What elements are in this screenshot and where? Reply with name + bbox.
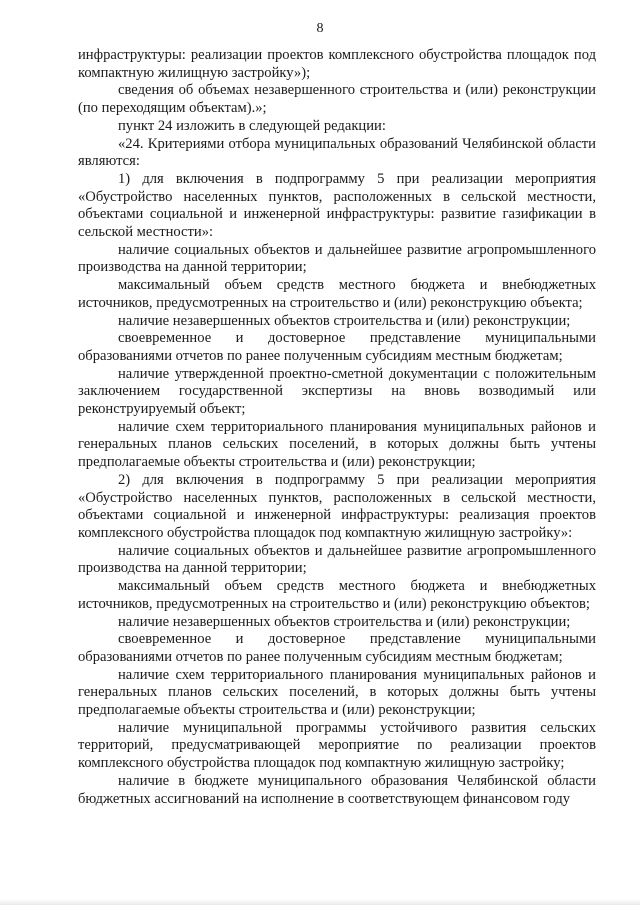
paragraph: максимальный объем средств местного бюджета и внебюджетных источников, предусмотренных на строительство и (или) реконструкцию объектов; [78,578,596,612]
paragraph: наличие социальных объектов и дальнейшее развитие агропромышленного производства на данной территории; [78,241,596,276]
paragraph: наличие незавершенных объектов строительства и (или) реконструкции; [118,312,571,329]
paragraph: 2) для включения в подпрограмму 5 при реализации мероприятия «Обустройство населенных пунктов, расположенных в сельской местности, объектами социальной и инженерной инфраструктуры: реализация проектов комплексного обустройства площадок под компактную жилищную застройку»: [78,471,596,541]
scan-bottom-edge [0,899,640,905]
paragraph: наличие муниципальной программы устойчивого развития сельских территорий, предусматривающей мероприятие по реализации проектов комплексного обустройства площадок под компактную жилищную застройку; [78,719,596,772]
paragraph: наличие незавершенных объектов строительства и (или) реконструкции; [118,613,571,630]
paragraph: пункт 24 изложить в следующей редакции: [118,117,386,134]
paragraph: наличие в бюджете муниципального образования Челябинской области бюджетных ассигнований на исполнение в соответствующем финансовом году [78,772,596,807]
paragraph: наличие схем территориального планирования муниципальных районов и генеральных планов сельских поселений, в которых должны быть учтены предполагаемые объекты строительства и (или) реконструкции; [78,418,596,471]
paragraph: максимальный объем средств местного бюджета и внебюджетных источников, предусмотренных на строительство и (или) реконструкцию объекта; [78,277,596,311]
paragraph: 1) для включения в подпрограмму 5 при реализации мероприятия «Обустройство населенных пунктов, расположенных в сельской местности, объектами социальной и инженерной инфраструктуры: развитие газификации в сельской местности»: [78,170,596,241]
paragraph: наличие социальных объектов и дальнейшее развитие агропромышленного производства на данной территории; [78,542,596,577]
page-number: 8 [316,21,324,36]
document-body [78,47,596,808]
paragraph: сведения об объемах незавершенного строительства и (или) реконструкции (по переходящим объектам).»; [78,82,596,117]
paragraph: «24. Критериями отбора муниципальных образований Челябинской области являются: [78,135,596,170]
paragraph: своевременное и достоверное представление муниципальными образованиями отчетов по ранее полученным субсидиям местным бюджетам; [78,330,596,364]
paragraph: наличие утвержденной проектно-сметной документации с положительным заключением государственной экспертизы на вновь возводимый или реконструируемый объект; [78,365,596,418]
paragraph: своевременное и достоверное представление муниципальными образованиями отчетов по ранее полученным субсидиям местным бюджетам; [78,631,596,665]
paragraph: наличие схем территориального планирования муниципальных районов и генеральных планов сельских поселений, в которых должны быть учтены предполагаемые объекты строительства и (или) реконструкции; [78,666,596,719]
paragraph: инфраструктуры: реализации проектов комплексного обустройства площадок под компактную жилищную застройку»); [78,47,596,81]
